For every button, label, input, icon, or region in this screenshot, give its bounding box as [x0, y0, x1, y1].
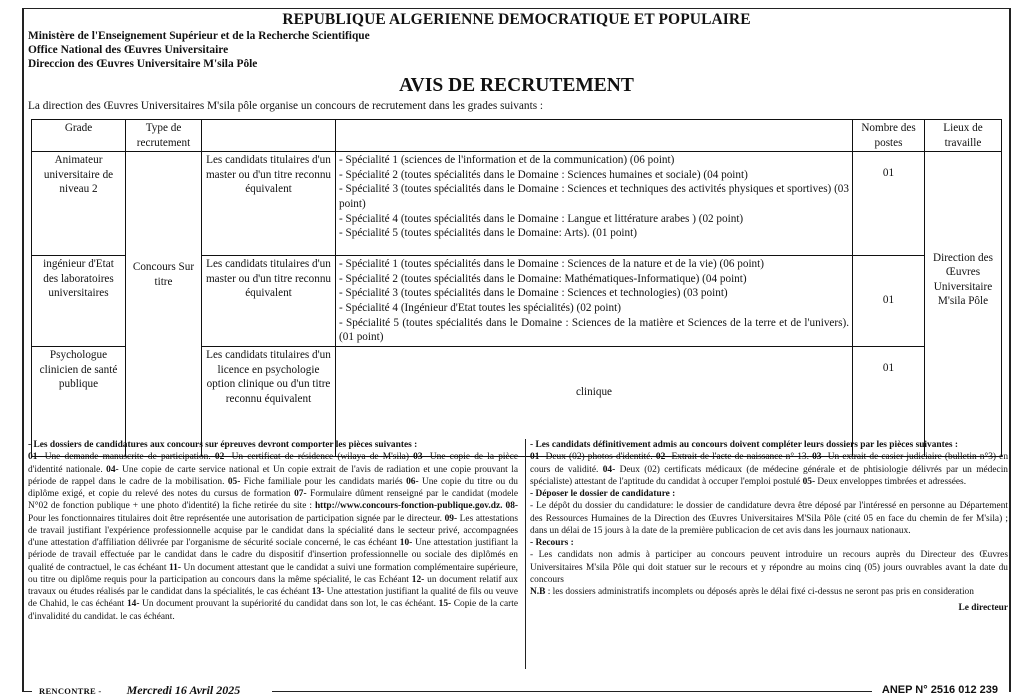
item-text: Une attestation justifiant la qualité de fils ou veuve de Chahid, le cas échéant [28, 587, 519, 610]
item-text: Une attestation justifiant la période de travail effectuée par le candidat dans le cadre du dispositif d'insertion professionnelle ou sociale des diplômés en qualité de contractuel, le cas échéant [28, 538, 518, 573]
item-number: 13- [311, 587, 325, 597]
grade-cell: ingénieur d'Etat des laboratoires universitaires [32, 256, 126, 347]
grade-cell: Animateur universitaire de niveau 2 [32, 152, 126, 256]
item-number: 12- [411, 574, 425, 585]
nb-text: : les dossiers administratifs incomplets ou déposés après le délai fixé ci-dessus ne seront pas pris en consideration [545, 587, 974, 597]
specialty-item: - Spécialité 4 (Ingénieur d'Etat toutes les spécialités) (02 point) [339, 301, 621, 314]
type-cell: Concours Sur titre [126, 152, 202, 457]
specialties-cell [336, 256, 853, 347]
specialty-item: - Spécialité 5 (toutes spécialités dans le Domaine: Arts). (01 point) [339, 227, 637, 240]
item-number: 05- [802, 476, 816, 487]
header-grade: Grade [32, 120, 126, 152]
item-number: 15- [438, 599, 452, 610]
item-number: 14- [126, 599, 140, 610]
item-number: 03- [413, 452, 426, 463]
candidates-cell: Les candidats titulaires d'un master ou d'un titre reconnu équivalent [202, 152, 336, 256]
header-type: Type de recrutement [126, 120, 202, 152]
specialty-item: - Spécialité 2 (toutes spécialités dans le Domaine: Mathématiques-Informatique) (04 point) [339, 272, 747, 285]
item-number: 11- [169, 562, 181, 573]
intro-text: La direction des Œuvres Universitaires M'sila pôle organise un concours de recrutement dans les grades suivants : [28, 100, 544, 112]
item-number: 04- [602, 464, 616, 475]
item-text: Copie de la carte d'invalidité du candidat. le cas échéant. [28, 599, 518, 622]
item-text: Fiche familiale pour les candidats mariés [240, 476, 407, 487]
item-number: 01- [28, 452, 41, 463]
recruitment-table [31, 119, 1002, 457]
item-number: 05- [227, 476, 241, 487]
item-text: Un document attestant que le candidat a suivi une formation complémentaire supérieure, ou titre ou diplôme requis pour la participation au concours dans la même spécialité, le cas Echéant [28, 562, 518, 585]
deposit-heading: - Déposer le dossier de candidature : [530, 489, 676, 499]
header-specialties [336, 120, 853, 152]
admitted-documents-column [525, 439, 1008, 669]
header-posts: Nombre des postes [853, 120, 925, 152]
specialty-item: - Spécialité 2 (toutes spécialités dans le Domaine : Sciences humaines et sociale) (04 point) [339, 168, 748, 181]
requirements-section [28, 439, 1007, 684]
table-header-row [32, 120, 1002, 152]
candidates-cell: Les candidats titulaires d'un master ou d'un titre reconnu équivalent [202, 256, 336, 347]
item-text: Une demande manuscrite de participation. [40, 452, 215, 463]
item-text: Une copie de la pièce d'identité nationale. [28, 452, 518, 475]
item-text: Extrait de l'acte de naissance n° 13. [668, 452, 813, 463]
specialty-item: - Spécialité 3 (toutes spécialités dans le Domaine : Sciences et technologies) (03 point) [339, 287, 728, 300]
location-cell: Direction des Œuvres Universitaire M'sila Pôle [925, 152, 1002, 457]
office-line: Office National des Œuvres Universitaire [28, 44, 229, 56]
item-number: 01- [530, 452, 543, 463]
item-text: Deux (02) photos d'identité. [542, 452, 656, 463]
item-number: 03- [812, 452, 825, 463]
item-text: Deux enveloppes timbrées et adressées. [815, 476, 967, 487]
posts-cell: 01 [853, 256, 925, 347]
republic-heading: REPUBLIQUE ALGERIENNE DEMOCRATIQUE ET POPULAIRE [282, 11, 751, 28]
item-text: Un certificat de résidence (wilaya de M'sila) [227, 452, 414, 463]
specialties-cell [336, 152, 853, 256]
item-text: Une copie du titre ou du diplôme exigé, et copie du relevé des notes du cursus de formation [28, 476, 518, 499]
item-number: 02- [655, 452, 669, 463]
item-number: 07- [294, 489, 307, 499]
website-link[interactable]: http://www.concours-fonction-publique.gov.dz. [314, 501, 503, 512]
item-number: 08- [505, 501, 518, 512]
publication-name: RENCONTRE - [36, 686, 105, 696]
application-documents-heading: - Les dossiers de candidatures aux concours sur épreuves devront comporter les pièces suivantes : [28, 440, 418, 450]
specialty-item: - Spécialité 1 (sciences de l'information et de la communication) (06 point) [339, 154, 675, 167]
specialty-item: - Spécialité 3 (toutes spécialités dans le Domaine : Sciences et techniques des activités physiques et sportives) (03 point) [339, 183, 849, 210]
posts-cell: 01 [853, 152, 925, 256]
signature: Le directeur [958, 603, 1008, 614]
item-number: 02- [214, 452, 228, 463]
table-row [32, 152, 1002, 256]
item-number: 04- [106, 464, 119, 475]
specialties-cell: clinique [336, 347, 853, 457]
application-documents-list [28, 451, 518, 623]
nb-label: N.B [530, 587, 546, 597]
item-text: Les attestations de travail justifiant l'expérience professionnelle acquise par le candidat dans la spécialité dans le secteur privé, accompagnées d'une attestation d'affiliation délivrée par l'organisme de sécurité sociale concerné, le cas échéant [28, 513, 518, 548]
ministry-line: Ministère de l'Enseignement Supérieur et de la Recherche Scientifique [28, 30, 370, 42]
item-text: Pour les fonctionnaires titulaires doit être représentée une autorisation de participation signée par le directeur. [28, 513, 445, 524]
item-text: Un extrait de casier judiciaire (bulletin n°3) en cours de validité. [530, 452, 1009, 475]
item-text: Une copie de carte service national et Un copie extrait de l'avis de radiation et une copie prouvant la période de rappel dans le cadre de la mobilisation. [28, 464, 518, 487]
grade-cell: Psychologue clinicien de santé publique [32, 347, 126, 457]
specialty-item: - Spécialité 4 (toutes spécialités dans le Domaine : Langue et littérature arabes ) (02 point) [339, 212, 744, 225]
anep-reference: ANEP N° 2516 012 239 [878, 684, 998, 696]
candidates-cell: Les candidats titulaires d'un licence en psychologie option clinique ou d'un titre reconnu équivalent [202, 347, 336, 457]
item-text: Deux (02) certificats médicaux (de médecine générale et de phtisiologie délivrés par un médecin spécialiste) attestant de l'aptitude du candidat à occuper l'emploi postulé [530, 464, 1008, 487]
header-candidates [202, 120, 336, 152]
specialty-item: - Spécialité 5 (toutes spécialités dans le Domaine : Sciences de la matière et Sciences de la terre et de l'univers).(01 point) [339, 316, 849, 344]
admitted-documents-list [530, 451, 1008, 488]
item-text: un document relatif aux travaux ou études réalisés par le candidat dans la spécialités, le cas échéant [28, 574, 518, 597]
page-title: AVIS DE RECRUTEMENT [399, 75, 634, 96]
posts-cell: 01 [853, 347, 925, 457]
recours-text: - Les candidats non admis à participer au concours peuvent introduire un recours auprès du Directeur des Œuvres Universitaires M'sila Pôle qui doit statuer sur le recours et y répondre au moins cinq (05) jours ouvrables avant la date du concours [530, 550, 1008, 585]
item-number: 10- [399, 538, 413, 548]
footer-publication [22, 683, 240, 698]
recours-heading: - Recours : [530, 538, 574, 548]
application-documents-column [28, 439, 518, 623]
deposit-text: - Le dépôt du dossier du candidature: le dossier de candidature devra être déposé par l'intéressé en personne au Département des Ressources Humaines de la Direction des Œuvres Universitaires M'Sila Pôle (cité 05 en face du chemin de fer M'sila) ; dans un délai de 15 jours à la date de la première publicacion de cet avis dans les journaux nationaux. [530, 501, 1008, 536]
item-number: 09- [444, 513, 458, 524]
footer-rule-middle [272, 691, 872, 692]
item-text: Un document prouvant la supériorité du candidat dans son lot, le cas échéant. [139, 599, 439, 610]
direction-line: Direccion des Œuvres Universitaire M'sila Pôle [28, 58, 258, 70]
advertisement-frame [22, 8, 1011, 692]
admitted-documents-heading: - Les candidats définitivement admis au concours doivent compléter leurs dossiers par les pièces suivantes : [530, 440, 959, 450]
nb-note [530, 586, 1008, 598]
header-location: Lieux de travaille [925, 120, 1002, 152]
specialty-item: - Spécialité 1 (toutes spécialités dans le Domaine : Sciences de la nature et de la vie) (06 point) [339, 258, 764, 271]
publication-date: Mercredi 16 Avril 2025 [126, 683, 241, 697]
item-number: 06- [406, 476, 419, 487]
item-text: Formulaire dûment renseigné par le candidat (modele N°02 de fonction publique + une photo d'identité) la fiche retirée du site : [28, 489, 518, 512]
